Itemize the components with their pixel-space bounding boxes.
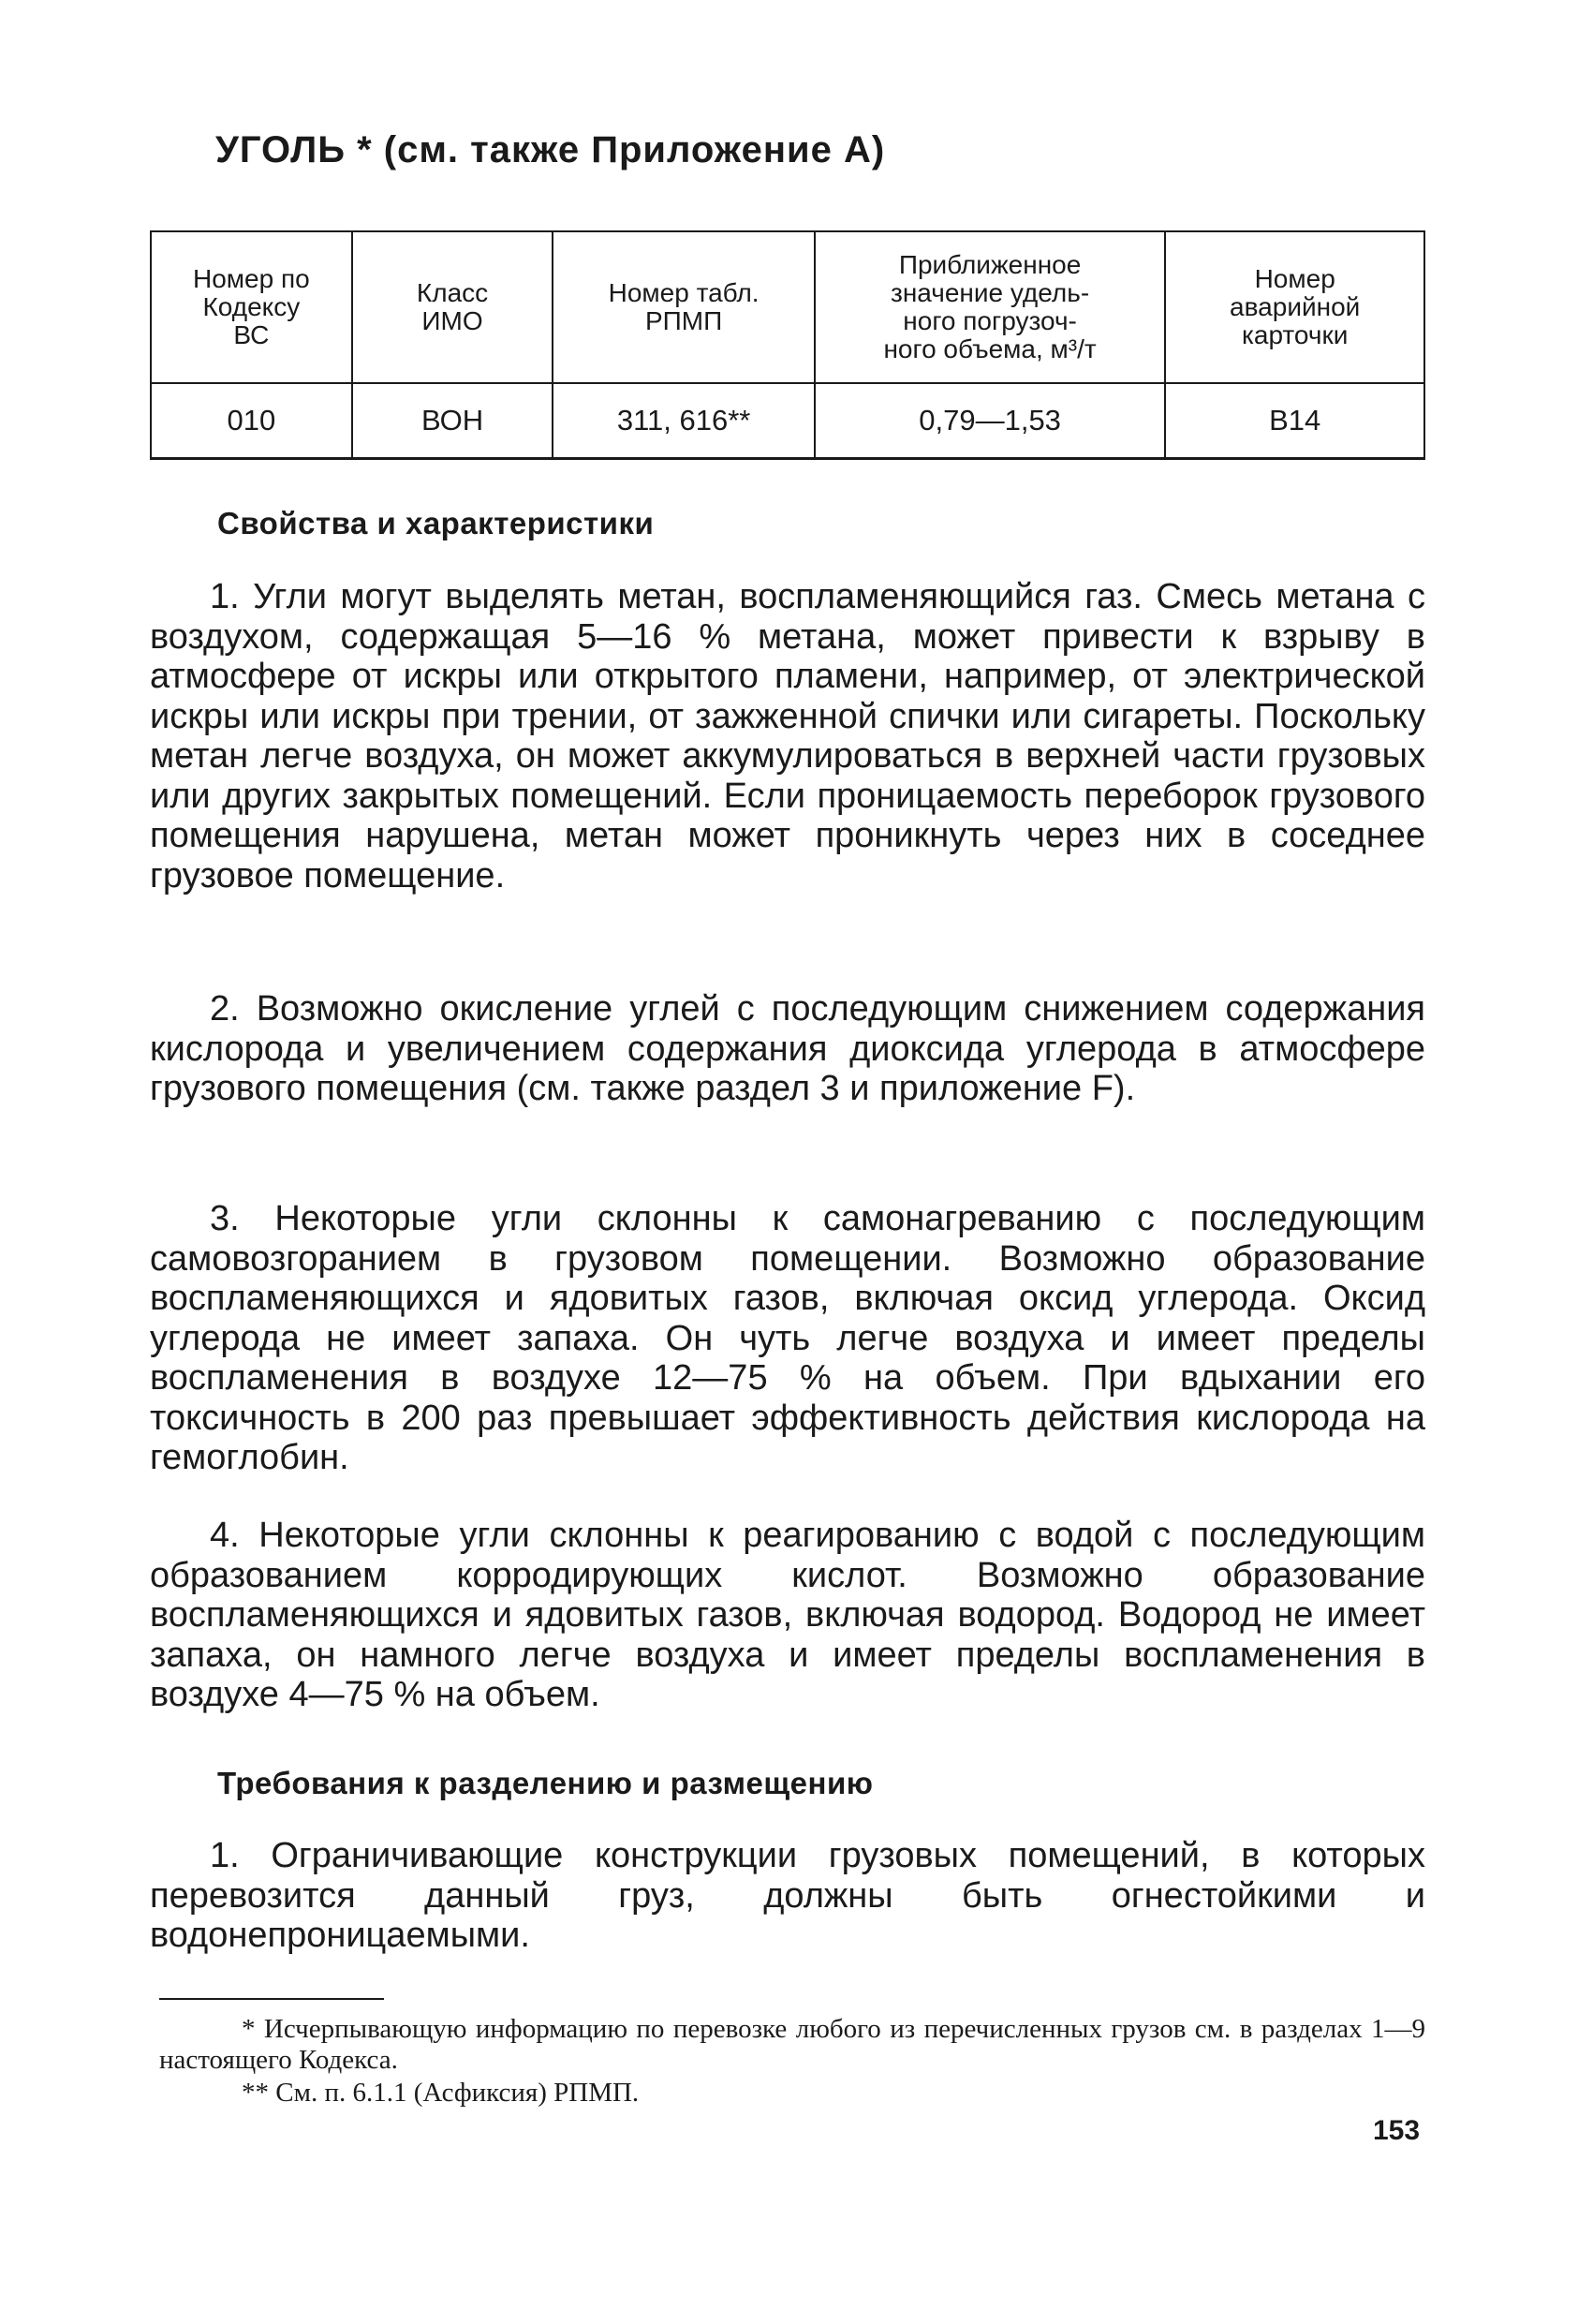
cargo-table (150, 230, 1425, 460)
header-imo-class: Класс ИМО (352, 231, 553, 383)
footnote-2: ** См. п. 6.1.1 (Асфиксия) РПМП. (242, 2078, 640, 2108)
footnote-1: * Исчерпывающую информацию по перевозке любого из перечисленных грузов см. в разделах 1—9 настоящего Кодекса. (159, 2014, 1425, 2075)
page-title: УГОЛЬ * (см. также Приложение А) (215, 129, 886, 170)
paragraph-3: 3. Некоторые угли склонны к самонагреванию с последующим самовозгоранием в грузовом помещении. Возможно образование воспламеняющихся и ядовитых газов, включая оксид углерода. Оксид углерода не имеет запаха. Он чуть легче воздуха и имеет пределы воспламенения в воздухе 12—75 % на объем. При вдыхании его токсичность в 200 раз превышает эффективность действия кислорода на гемоглобин. (150, 1199, 1425, 1477)
cell-emergency-card: В14 (1165, 383, 1424, 459)
section-heading-properties: Свойства и характеристики (217, 506, 655, 540)
header-table-number: Номер табл. РПМП (553, 231, 814, 383)
footnote-divider (159, 1998, 384, 2000)
table-header-row (151, 231, 1424, 383)
paragraph-4: 4. Некоторые угли склонны к реагированию с водой с последующим образованием корродирующих кислот. Возможно образование воспламеняющихся и ядовитых газов, включая водород. Водород не имеет запаха, он намного легче воздуха и имеет пределы воспламенения в воздухе 4—75 % на объем. (150, 1516, 1425, 1714)
paragraph-1: 1. Угли могут выделять метан, воспламеняющийся газ. Смесь метана с воздухом, содержащая 5—16 % метана, может привести к взрыву в атмосфере от искры или открытого пламени, например, от электрической искры или искры при трении, от зажженной спички или сигареты. Поскольку метан легче воздуха, он может аккумулироваться в верхней части грузовых или других закрытых помещений. Если проницаемость переборок грузового помещения нарушена, метан может проникнуть через них в соседнее грузовое помещение. (150, 577, 1425, 896)
header-emergency-card: Номер аварийной карточки (1165, 231, 1424, 383)
cell-stowage-factor: 0,79—1,53 (815, 383, 1166, 459)
section-heading-segregation: Требования к разделению и размещению (217, 1766, 874, 1800)
paragraph-segregation-1: 1. Ограничивающие конструкции грузовых помещений, в которых перевозится данный груз, должны быть огнестойкими и водонепроницаемыми. (150, 1836, 1425, 1955)
cell-table-number: 311, 616** (553, 383, 814, 459)
cell-imo-class: ВОН (352, 383, 553, 459)
paragraph-2: 2. Возможно окисление углей с последующим снижением содержания кислорода и увеличением содержания диоксида углерода в атмосфере грузового помещения (см. также раздел 3 и приложение F). (150, 989, 1425, 1108)
header-stowage-factor: Приближенное значение удель- ного погрузоч- ного объема, м³/т (815, 231, 1166, 383)
cell-code-bc: 010 (151, 383, 352, 459)
table-row (151, 383, 1424, 459)
page-number: 153 (1373, 2115, 1421, 2146)
header-code-bc: Номер по Кодексу ВС (151, 231, 352, 383)
